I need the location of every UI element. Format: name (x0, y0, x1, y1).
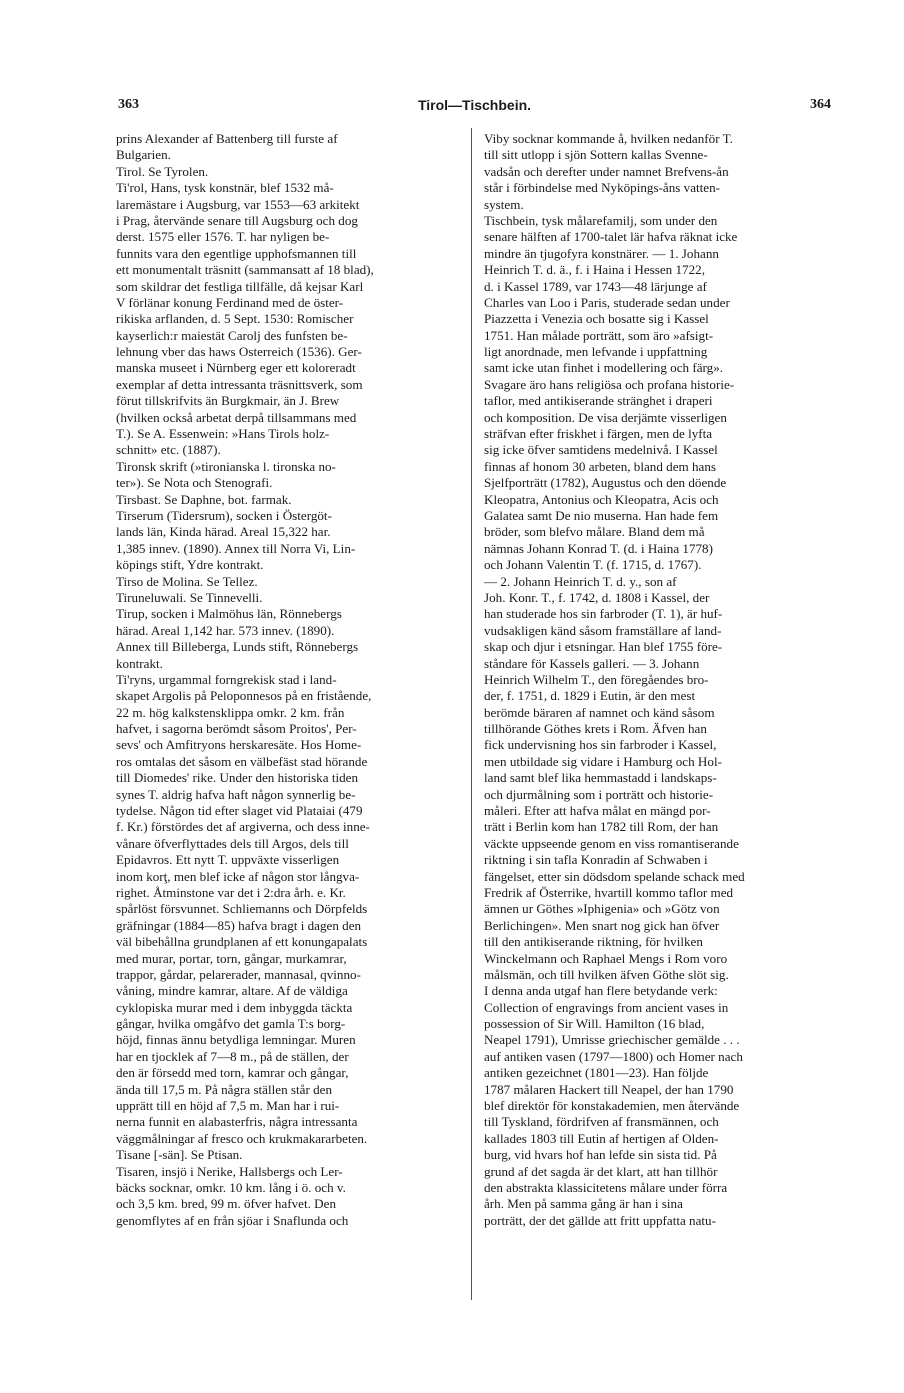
text-line: laremästare i Augsburg, var 1553—63 arkitekt (116, 196, 360, 212)
text-line: trätt i Berlin kom han 1782 till Rom, der han (484, 819, 719, 835)
text-line: Tirol. Se Tyrolen. (116, 163, 209, 179)
page-number-right: 364 (810, 97, 831, 112)
text-line: bäcks socknar, omkr. 10 km. lång i ö. och v. (116, 1180, 346, 1195)
text-line: 1751. Han målade porträtt, som äro »afsigt- (484, 327, 714, 343)
text-line: köpings stift, Ydre kontrakt. (116, 557, 264, 573)
text-line: 1787 målaren Hackert till Neapel, der han 1790 (484, 1081, 734, 1097)
text-line: synes T. aldrig hafva haft någon synnerlig be- (116, 786, 356, 802)
text-line: kallades 1803 till Eutin af hertigen af Olden- (484, 1130, 719, 1146)
text-line: Joh. Konr. T., f. 1742, d. 1808 i Kassel, der (484, 589, 710, 605)
text-line: Heinrich Wilhelm T., den föregåendes bro- (484, 671, 709, 687)
text-line: vånare öfverflyttades dels till Argos, dels till (116, 835, 349, 851)
text-line: riktning i sin tafla Konradin af Schwaben i (484, 852, 708, 868)
text-line: d. i Kassel 1789, var 1743—48 lärjunge af (484, 278, 707, 294)
text-line: Annex till Billeberga, Lunds stift, Rönnebergs (116, 639, 359, 655)
text-line: lands län, Kinda härad. Areal 15,322 har. (116, 524, 331, 540)
text-line: kayserlich:r maiestät Carolj des funfsten be- (116, 327, 348, 343)
text-line: sträfvan efter friskhet i färgen, men de lyfta (484, 426, 713, 442)
text-line: vudsakligen känd såsom framställare af land- (484, 622, 722, 638)
text-line: och komposition. De visa derjämte visserligen (484, 409, 727, 425)
text-line: Tisaren, insjö i Nerike, Hallsbergs och Ler- (116, 1163, 343, 1179)
text-line: bröder, som blefvo målare. Bland dem må (484, 524, 705, 540)
text-line: samt icke utan finhet i modellering och färg». (484, 360, 724, 376)
page-number-left: 363 (118, 97, 139, 112)
text-line: men utbildade sig vidare i Hamburg och Hol- (484, 753, 722, 769)
text-line: Tironsk skrift (»tironianska l. tironska no- (116, 458, 336, 474)
text-line: Tirup, socken i Malmöhus län, Rönnebergs (116, 606, 342, 622)
text-line: till Diomedes' rike. Under den historiska tiden (116, 770, 358, 786)
text-line: exemplar af detta intressanta träsnittsverk, som (116, 376, 363, 392)
text-line: righet. Åtminstone var det i 2:dra årh. e. Kr. (116, 884, 346, 900)
text-line: Sjelfporträtt (1782), Augustus och den döende (484, 475, 727, 491)
text-line: ros omtalas det såsom en välbefäst stad hörande (116, 753, 368, 769)
text-line: burg, vid hvars hof han lefde sin sista tid. På (484, 1147, 717, 1163)
text-line: Charles van Loo i Paris, studerade sedan under (484, 294, 730, 310)
text-line: lehnung vber das haws Osterreich (1536). Ger- (116, 344, 362, 360)
text-line: ter»). Se Nota och Stenografi. (116, 475, 273, 491)
text-line: nerna funnit en alabasterfris, några intressanta (116, 1114, 358, 1130)
text-line: kontrakt. (116, 655, 163, 671)
left-column (116, 131, 461, 1229)
text-line: Neapel 1791), Umrisse griechischer gemälde . . . (484, 1032, 740, 1048)
text-line: system. (484, 196, 524, 212)
text-line: vadsån och derefter under namnet Brefvens-ån (484, 163, 729, 179)
text-line: nämnas Johann Konrad T. (d. i Haina 1778) (484, 540, 713, 556)
text-line: I denna anda utgaf han flere betydande verk: (484, 983, 718, 999)
text-line: ämnen ur Göthes »Iphigenia» och »Götz von (484, 901, 720, 917)
text-line: tillhörande Göthes krets i Rom. Äfven han (484, 721, 707, 737)
text-line: ligt anordnade, men lefvande i uppfattning (484, 344, 708, 360)
text-line: Viby socknar kommande å, hvilken nedanför T. (484, 131, 733, 146)
text-line: har en tjocklek af 7—8 m., på de ställen, der (116, 1048, 349, 1064)
text-line: blef direktör för konstakademien, men återvände (484, 1098, 740, 1114)
text-line: T.). Se A. Essenwein: »Hans Tirols holz- (116, 426, 330, 442)
text-line: Heinrich T. d. ä., f. i Haina i Hessen 1722, (484, 262, 705, 278)
text-line: Tischbein, tysk målarefamilj, som under den (484, 212, 718, 228)
text-line: och djurmålning som i porträtt och historie- (484, 786, 714, 802)
text-line: inom korţ, men blef icke af någon stor långva- (116, 868, 360, 884)
text-line: Tisane [-sän]. Se Ptisan. (116, 1147, 243, 1163)
text-line: mindre än tjugofyra konstnärer. — 1. Johann (484, 245, 719, 261)
text-line: med murar, portar, torn, gångar, murkamrar, (116, 950, 347, 966)
text-line: målsmän, och till hvilken äfven Göthe slöt sig. (484, 966, 729, 982)
text-line: senare hälften af 1700-talet lär hafva räknat icke (484, 229, 738, 245)
text-line: Fredrik af Österrike, hvartill kommo taflor med (484, 884, 734, 900)
text-line: härad. Areal 1,142 har. 573 innev. (1890). (116, 622, 335, 638)
text-line: upprätt till en höjd af 7,5 m. Man har i rui- (116, 1098, 340, 1114)
text-line: till sitt utlopp i sjön Sottern kallas Svenne- (484, 147, 708, 163)
text-line: till den antikiserande riktning, för hvilken (484, 934, 703, 950)
text-line: 22 m. hög kalkstensklippa omkr. 2 km. från (116, 704, 345, 720)
text-line: cyklopiska murar med i dem inbyggda täckta (116, 999, 353, 1015)
text-line: Bulgarien. (116, 147, 171, 163)
text-line: schnitt» etc. (1887). (116, 442, 221, 458)
text-line: han studerade hos sin farbroder (T. 1), är huf- (484, 606, 723, 622)
text-line: Ti'ryns, urgammal forngrekisk stad i land- (116, 671, 337, 687)
text-line: prins Alexander af Battenberg till furste af (116, 131, 338, 146)
text-line: Tiruneluwali. Se Tinnevelli. (116, 589, 263, 605)
text-line: sevs' och Amfitryons herskaresäte. Hos Home- (116, 737, 362, 753)
text-line: i Prag, återvände senare till Augsburg och dog (116, 212, 358, 228)
text-line: spårlöst försvunnet. Schliemanns och Dörpfelds (116, 901, 368, 917)
text-line: höjd, finnas ännu betydliga lemningar. Muren (116, 1032, 356, 1048)
text-line: gångar, hvilka omgåfvo det gamla T:s borg- (116, 1016, 346, 1032)
text-line: till Tyskland, fördrifven af fransmännen, och (484, 1114, 719, 1130)
text-line: taflor, med antikiserande stränghet i draperi (484, 393, 713, 409)
text-line: 1,385 innev. (1890). Annex till Norra Vi, Lin- (116, 540, 356, 556)
running-title: Tirol—Tischbein. (417, 97, 532, 113)
text-line: genomflytes af en från sjöar i Snaflunda och (116, 1212, 349, 1228)
text-line: står i förbindelse med Nyköpings-åns vatten- (484, 180, 720, 196)
text-line: derst. 1575 eller 1576. T. har nyligen be- (116, 229, 330, 245)
text-line: finnas af honom 30 arbeten, bland dem hans (484, 458, 716, 474)
text-line: gräfningar (1884—85) hafva bragt i dagen den (116, 917, 362, 933)
text-line: fängelset, etter sin dödsdom spelande schack med (484, 868, 745, 884)
text-line: måleri. Efter att hafva målat en mängd por- (484, 803, 711, 819)
text-line: Berlichingen». Men snart nog gick han öfver (484, 917, 720, 933)
text-line: der, f. 1751, d. 1829 i Eutin, är den mest (484, 688, 696, 704)
text-line: sig icke öfver samtidens medelnivå. I Kassel (484, 442, 718, 458)
page-header (118, 97, 831, 117)
text-line: skapet Argolis på Peloponnesos på en fristående, (116, 688, 372, 704)
text-line: trappor, gårdar, pelarerader, mannasal, qvinno- (116, 966, 361, 982)
text-line: Tirserum (Tidersrum), socken i Östergöt- (116, 507, 332, 523)
text-line: väggmålningar af fresco och krukmakararbeten. (116, 1130, 368, 1146)
column-divider (471, 128, 472, 1300)
text-line: rikiska arflanden, d. 5 Sept. 1530: Romischer (116, 311, 354, 327)
text-line: Kleopatra, Antonius och Kleopatra, Acis och (484, 491, 719, 507)
text-line: den abstrakta klassicitetens målare under förra (484, 1180, 728, 1195)
text-line: och 3,5 km. bred, 99 m. öfver hafvet. Den (116, 1196, 336, 1212)
text-line: skap och djur i etsningar. Han blef 1755 före- (484, 639, 723, 655)
text-line: ett monumentalt träsnitt (sammansatt af 18 blad), (116, 262, 374, 278)
text-line: ända till 17,5 m. På några ställen står den (116, 1081, 332, 1097)
text-line: land samt blef lika hemmastadd i landskaps- (484, 770, 717, 786)
text-line: och Johann Valentin T. (f. 1715, d. 1767). (484, 557, 702, 573)
text-line: f. Kr.) förstördes det af argiverna, och dess inne- (116, 819, 370, 835)
text-line: manska museet i Nürnberg eger ett koloreradt (116, 360, 356, 376)
text-line: tydelse. Någon tid efter slaget vid Plataiai (479 (116, 803, 363, 819)
text-line: porträtt, der det gällde att fritt uppfatta natu- (484, 1212, 716, 1228)
text-line: ståndare för Kassels galleri. — 3. Johann (484, 655, 700, 671)
text-line: årh. Men på samma gång är han i sina (484, 1196, 683, 1212)
text-line: hafvet, i sagorna berömdt såsom Proitos', Per- (116, 721, 357, 737)
text-line: Piazzetta i Venezia och bosatte sig i Kassel (484, 311, 709, 327)
text-line: auf antiken vasen (1797—1800) och Homer nach (484, 1048, 743, 1064)
text-line: Ti'rol, Hans, tysk konstnär, blef 1532 må- (116, 180, 334, 196)
text-line: den är försedd med torn, kamrar och gångar, (116, 1065, 349, 1081)
text-line: grund af det sagda är det klart, att han tillhör (484, 1163, 718, 1179)
text-line: Svagare äro hans religiösa och profana historie- (484, 376, 735, 392)
text-line: — 2. Johann Heinrich T. d. y., son af (484, 573, 677, 589)
text-line: väckte uppseende genom en viss romantiserande (484, 835, 739, 851)
text-line: väl bibehållna grundplanen af ett konungapalats (116, 934, 368, 950)
text-line: V förlänar konung Ferdinand med de öster- (116, 294, 344, 310)
text-line: funnits vara den egentlige upphofsmannen till (116, 245, 357, 261)
text-line: possession of Sir Will. Hamilton (16 blad, (484, 1016, 705, 1032)
text-line: Collection of engravings from ancient vases in (484, 999, 729, 1015)
text-line: som skildrar det festliga tillfälle, då kejsar Karl (116, 278, 364, 294)
text-line: Tirsbast. Se Daphne, bot. farmak. (116, 491, 292, 507)
text-line: berömde bäraren af namnet och känd såsom (484, 704, 715, 720)
text-line: Epidavros. Ett nytt T. uppväxte visserligen (116, 852, 340, 868)
right-column (484, 131, 829, 1229)
text-line: förut tillskrifvits än Burgkmair, än J. Brew (116, 393, 340, 409)
text-line: Galatea samt De nio muserna. Han hade fem (484, 507, 719, 523)
text-line: Winckelmann och Raphael Mengs i Rom voro (484, 950, 728, 966)
text-line: våning, mindre kamrar, altare. Af de väldiga (116, 983, 348, 999)
text-line: fick undervisning hos sin farbroder i Kassel, (484, 737, 717, 753)
text-line: antiken gezeichnet (1801—23). Han följde (484, 1065, 709, 1081)
text-line: (hvilken också arbetat derpå tillsammans med (116, 409, 357, 425)
text-line: Tirso de Molina. Se Tellez. (116, 573, 258, 589)
